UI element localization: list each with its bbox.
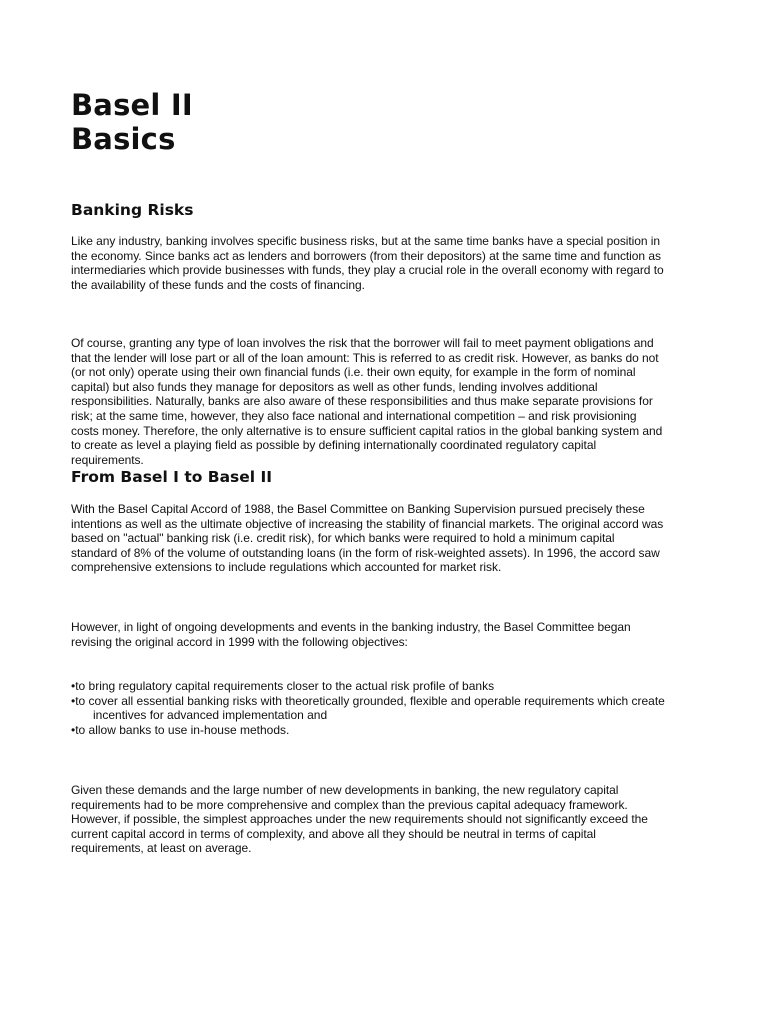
text-line: based on "actual" banking risk (i.e. credit risk), for which banks were required to hold a minimum capital: [71, 531, 615, 546]
text-line: Given these demands and the large number of new developments in banking, the new regulatory capital: [71, 783, 619, 797]
text-line: current capital accord in terms of complexity, and above all they should be neutral in terms of capital: [71, 826, 596, 841]
text-line: capital) but also funds they manage for depositors as well as other funds, lending involves additional: [71, 379, 598, 394]
title-line-2: Basics: [71, 122, 176, 156]
document-title: [71, 88, 193, 156]
text-line: requirements, at least on average.: [71, 841, 252, 856]
list-item: [71, 679, 703, 694]
text-line: that the lender will lose part or all of the loan amount: This is referred to as credit risk. However, as banks do not: [71, 350, 659, 365]
text-line: costs money. Therefore, the only alternative is to ensure sufficient capital ratios in the global banking system and: [71, 423, 663, 438]
text-line: the economy. Since banks act as lenders and borrowers (from their depositors) at the same time and function as: [71, 248, 661, 263]
text-line: •to bring regulatory capital requirements closer to the actual risk profile of banks: [71, 679, 495, 693]
text-line: requirements.: [71, 452, 144, 467]
text-line: Like any industry, banking involves specific business risks, but at the same time banks have a special position in: [71, 234, 661, 248]
objectives-list: [71, 679, 703, 737]
heading-banking-risks: Banking Risks: [71, 201, 194, 219]
text-line: However, if possible, the simplest approaches under the new requirements should not significantly exceed the: [71, 812, 648, 827]
heading-basel1-to-basel2: From Basel I to Basel II: [71, 468, 273, 486]
list-item: [71, 723, 703, 738]
text-line: •to cover all essential banking risks with theoretically grounded, flexible and operable requirements which create: [71, 693, 665, 708]
text-line: intentions as well as the ultimate objective of increasing the stability of financial markets. The original accord was: [71, 516, 664, 531]
text-line: •to allow banks to use in-house methods.: [71, 722, 290, 737]
text-line: intermediaries which provide businesses with funds, they play a crucial role in the overall economy with regard to: [71, 263, 664, 278]
text-line: revising the original accord in 1999 with the following objectives:: [71, 634, 408, 649]
paragraph-basel-1: [71, 502, 703, 575]
text-line: standard of 8% of the volume of outstanding loans (in the form of risk-weighted assets). In 1996, the accord saw: [71, 545, 660, 560]
text-line: responsibilities. Naturally, banks are also aware of these responsibilities and thus make separate provisions for: [71, 394, 653, 409]
paragraph-basel-2: [71, 620, 703, 649]
text-line: incentives for advanced implementation and: [93, 708, 328, 723]
title-line-1: Basel II: [71, 88, 193, 122]
paragraph-basel-3: [71, 783, 703, 856]
text-line: the availability of these funds and the costs of financing.: [71, 277, 365, 292]
text-line: However, in light of ongoing developments and events in the banking industry, the Basel Committee began: [71, 620, 631, 634]
text-line: requirements had to be more comprehensive and complex than the previous capital adequacy framework.: [71, 797, 628, 812]
text-line: risk; at the same time, however, they also face national and international competition – and risk provisioning: [71, 408, 637, 423]
text-line: to create as level a playing field as possible by defining internationally coordinated regulatory capital: [71, 438, 597, 453]
text-line: With the Basel Capital Accord of 1988, the Basel Committee on Banking Supervision pursued precisely these: [71, 502, 645, 516]
text-line: Of course, granting any type of loan involves the risk that the borrower will fail to meet payment obligations and: [71, 336, 654, 350]
paragraph-banking-risks-2: [71, 336, 703, 467]
list-item: [71, 694, 703, 723]
text-line: (or not only) operate using their own financial funds (i.e. their own equity, for example in the form of nominal: [71, 365, 636, 380]
text-line: comprehensive extensions to include regulations which accounted for market risk.: [71, 560, 502, 575]
paragraph-banking-risks-1: [71, 234, 703, 292]
